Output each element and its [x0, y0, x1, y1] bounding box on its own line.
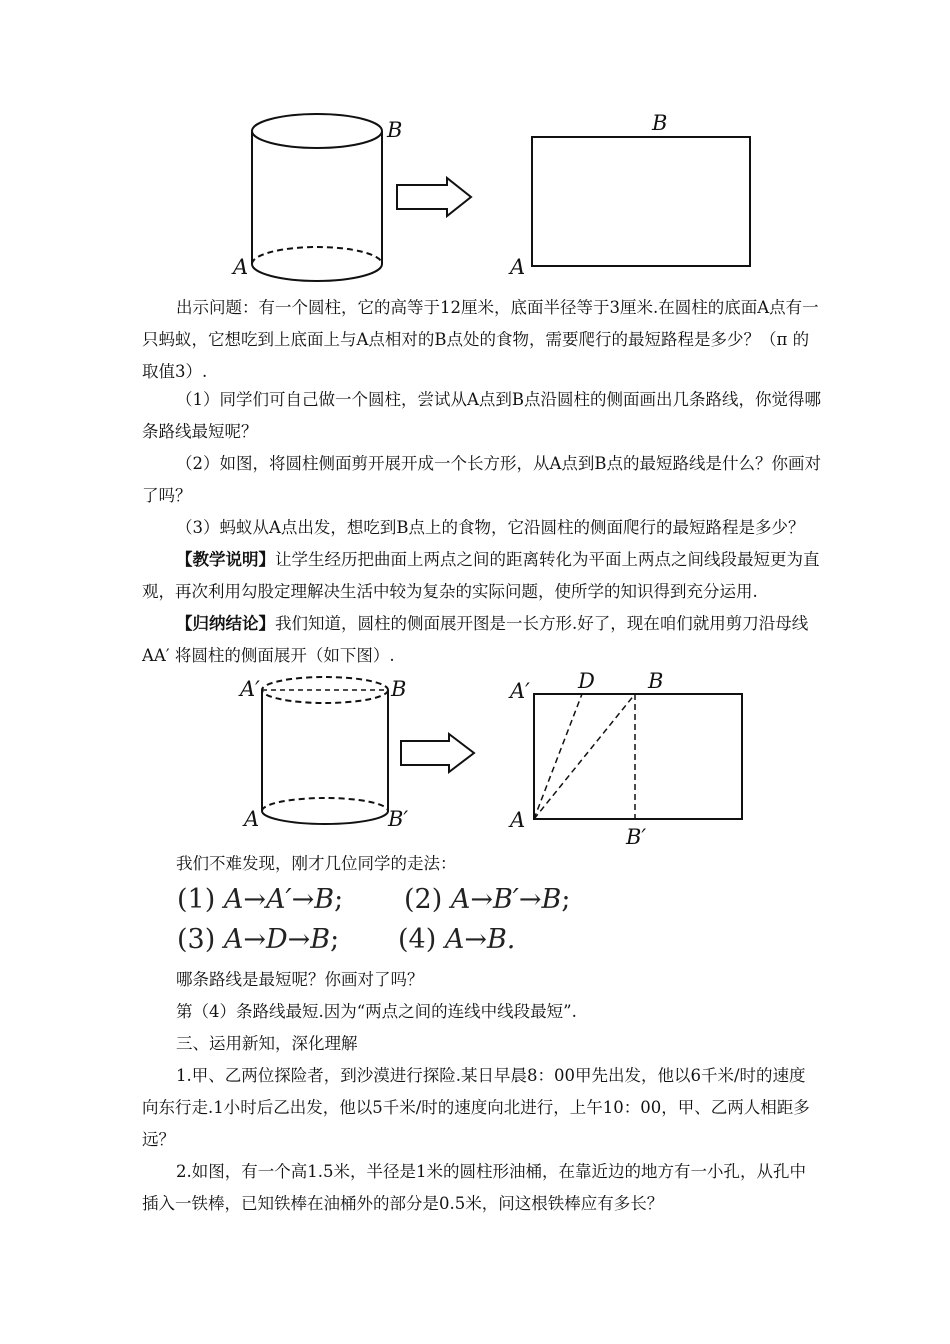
route-number: (1) — [177, 884, 216, 915]
which-paragraph: 哪条路线是最短呢？你画对了吗？ — [176, 970, 424, 989]
route-end: ; — [330, 924, 340, 955]
label-b-prime: B′ — [388, 807, 409, 831]
figure-cylinder-unfold — [225, 105, 765, 285]
label-a-prime: A′ — [510, 679, 530, 703]
conclusion-tag: 【归纳结论】 — [176, 614, 275, 633]
conclusion-note — [142, 608, 822, 672]
right-arrow-icon — [401, 734, 474, 772]
route-a-d — [534, 694, 582, 819]
question-3: （3）蚂蚁从A点出发，想吃到B点上的食物，它沿圆柱的侧面爬行的最短路程是多少？ — [176, 518, 805, 537]
route-2 — [404, 884, 571, 915]
label-a: A — [233, 255, 249, 279]
cylinder-bottom-back — [252, 247, 382, 264]
figure-routes — [228, 668, 758, 852]
right-arrow-icon — [397, 178, 471, 216]
route-number: (4) — [398, 924, 437, 955]
label-b-prime: B′ — [626, 825, 647, 849]
section-heading: 三、运用新知，深化理解 — [176, 1034, 358, 1053]
route-path: A→A′→B — [223, 884, 335, 915]
route-path: A→B. — [444, 924, 516, 955]
teaching-tag: 【教学说明】 — [176, 550, 275, 569]
cylinder-bottom-front — [252, 264, 382, 281]
teaching-text: 让学生经历把曲面上两点之间的距离转化为平面上两点之间线段最短更为直观，再次利用勾股定理解决生活中较为复杂的实际问题，使所学的知识得到充分运用. — [142, 550, 820, 601]
answer-paragraph: 第（4）条路线最短.因为“两点之间的连线中线段最短”. — [176, 1002, 577, 1021]
route-end: ; — [334, 884, 344, 915]
label-b: B — [652, 111, 668, 135]
route-4 — [398, 924, 515, 955]
label-b: B — [391, 677, 407, 701]
label-b: B — [387, 118, 403, 142]
cylinder-top-ellipse — [252, 114, 382, 148]
cylinder-bottom-front — [262, 811, 388, 824]
teaching-note — [142, 544, 822, 608]
route-path: A→B′→B — [450, 884, 562, 915]
label-b: B — [648, 669, 664, 693]
unfolded-rectangle — [532, 137, 750, 266]
label-a: A — [244, 807, 260, 831]
label-a: A — [510, 808, 526, 832]
cylinder-bottom-back — [262, 798, 388, 811]
unfolded-rectangle — [534, 694, 742, 819]
discover-paragraph: 我们不难发现，刚才几位同学的走法： — [176, 854, 457, 873]
question-1: （1）同学们可自己做一个圆柱，尝试从A点到B点沿圆柱的侧面画出几条路线，你觉得哪条路线最短呢？ — [142, 390, 822, 441]
exercise-2: 2.如图，有一个高1.5米，半径是1米的圆柱形油桶，在靠近边的地方有一小孔，从孔中插入一铁棒，已知铁棒在油桶外的部分是0.5米，问这根铁棒应有多长？ — [142, 1162, 806, 1213]
label-a-prime: A′ — [240, 677, 260, 701]
problem-paragraph: 出示问题：有一个圆柱，它的高等于12厘米，底面半径等于3厘米.在圆柱的底面A点有一只蚂蚁，它想吃到上底面上与A点相对的B点处的食物，需要爬行的最短路程是多少？（π 的取值3）. — [142, 298, 819, 381]
conclusion-text: 我们知道，圆柱的侧面展开图是一长方形.好了，现在咱们就用剪刀沿母线AA′ 将圆柱的侧面展开（如下图）. — [142, 614, 809, 665]
label-a: A — [510, 255, 526, 279]
question-2: （2）如图，将圆柱侧面剪开展开成一个长方形，从A点到B点的最短路线是什么？你画对了吗？ — [142, 454, 822, 505]
label-d: D — [578, 669, 595, 693]
route-end: ; — [561, 884, 571, 915]
route-3 — [177, 924, 339, 955]
route-number: (2) — [404, 884, 443, 915]
route-number: (3) — [177, 924, 216, 955]
route-a-b — [534, 694, 635, 819]
route-path: A→D→B — [223, 924, 331, 955]
route-1 — [177, 884, 343, 915]
exercise-1: 1.甲、乙两位探险者，到沙漠进行探险.某日早晨8：00甲先出发，他以6千米/时的速度向东行走.1小时后乙出发，他以5千米/时的速度向北进行，上午10：00，甲、乙两人相距多远？ — [142, 1066, 810, 1149]
